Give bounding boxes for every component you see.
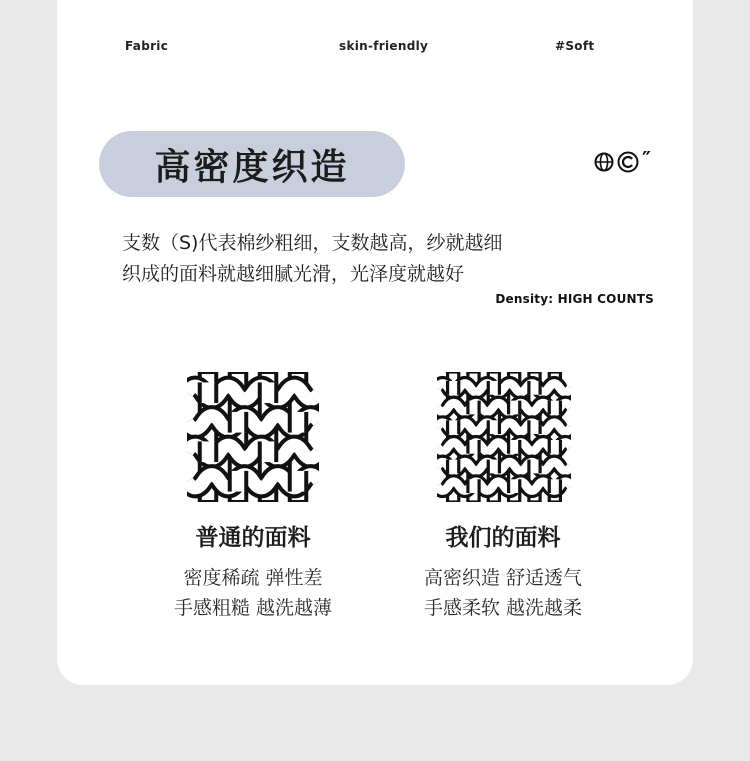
tag-skin-friendly: skin-friendly [339, 39, 429, 53]
tag-soft: #Soft [555, 39, 595, 53]
page-title: 高密度织造 [154, 146, 350, 188]
description-line-2: 织成的面料就越细腻光滑，光泽度就越好 [122, 263, 465, 285]
column-title-ordinary: 普通的面料 [195, 525, 311, 551]
column-ours-line-1: 高密织造 舒适透气 [423, 567, 583, 589]
dense-weave-icon [437, 372, 571, 502]
double-prime-icon: ″ [642, 147, 651, 171]
description-line-1: 支数（S)代表棉纱粗细，支数越高，纱就越细 [122, 232, 503, 254]
loose-weave-icon [187, 372, 319, 502]
density-label: Density: HIGH COUNTS [495, 292, 654, 306]
copyright-icon [617, 151, 639, 173]
column-title-ours: 我们的面料 [445, 525, 561, 551]
heading-pill [99, 131, 405, 197]
brand-mark [594, 147, 651, 173]
column-ours-line-2: 手感柔软 越洗越柔 [423, 597, 583, 619]
content-card [57, 0, 693, 685]
column-ordinary-line-2: 手感粗糙 越洗越薄 [173, 597, 333, 619]
tag-fabric: Fabric [125, 39, 169, 53]
globe-icon [594, 152, 614, 172]
column-ordinary-line-1: 密度稀疏 弹性差 [183, 567, 323, 589]
